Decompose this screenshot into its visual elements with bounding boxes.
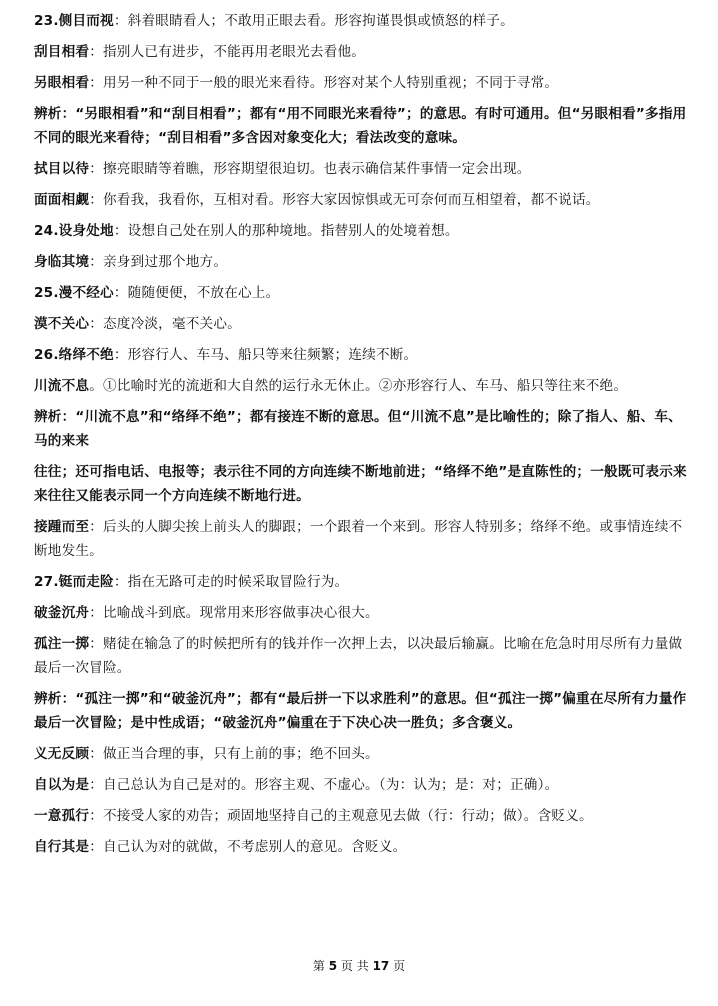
analysis-note: 往往；还可指电话、电报等；表示往不同的方向连续不断地前进；“络绎不绝”是直陈性的；一般既可表示来来往往又能表示同一个方向连续不断地行进。 (34, 464, 687, 504)
idiom-definition: ：指在无路可走的时候采取冒险行为。 (113, 574, 349, 590)
idiom-term: 漠不关心 (34, 316, 90, 332)
idiom-definition: ：自己认为对的就做，不考虑别人的意见。含贬义。 (89, 839, 407, 855)
idiom-definition: ：亲身到过那个地方。 (89, 254, 228, 270)
idiom-entry (34, 312, 688, 336)
idiom-term: 24.设身处地 (34, 223, 114, 239)
idiom-entry (34, 374, 688, 398)
idiom-entry (34, 71, 688, 95)
idiom-definition: 。①比喻时光的流逝和大自然的运行永无休止。②亦形容行人、车马、船只等往来不绝。 (89, 378, 628, 394)
idiom-term: 另眼相看 (34, 75, 90, 91)
idiom-entry (34, 188, 688, 212)
idiom-definition: ：不接受人家的劝告；顽固地坚持自己的主观意见去做（行：行动；做）。含贬义。 (89, 808, 593, 824)
idiom-term: 26.络绎不绝 (34, 347, 114, 363)
idiom-term: 接踵而至 (34, 519, 90, 535)
idiom-entry (34, 9, 688, 33)
idiom-term: 刮目相看 (34, 44, 90, 60)
idiom-definition: ：设想自己处在别人的那种境地。指替别人的处境着想。 (113, 223, 459, 239)
idiom-term: 自以为是 (34, 777, 90, 793)
idiom-term: 拭目以待 (34, 161, 90, 177)
idiom-definition: ：做正当合理的事，只有上前的事；绝不回头。 (89, 746, 379, 762)
analysis-note: 辨析：“川流不息”和“络绎不绝”；都有接连不断的意思。但“川流不息”是比喻性的；除了指人、船、车、马的来来 (34, 409, 682, 449)
footer-prefix: 第 (312, 959, 325, 973)
analysis-note: 辨析：“另眼相看”和“刮目相看”；都有“用不同眼光来看待”；的意思。有时可通用。但“另眼相看”多指用不同的眼光来看待；“刮目相看”多含因对象变化大；看法改变的意味。 (34, 106, 687, 146)
idiom-entry (34, 40, 688, 64)
idiom-term: 面面相觑 (34, 192, 90, 208)
idiom-term: 川流不息 (34, 378, 90, 394)
idiom-entry (34, 250, 688, 274)
idiom-term: 身临其境 (34, 254, 90, 270)
analysis-note: 辨析：“孤注一掷”和“破釜沉舟”；都有“最后拼一下以求胜利”的意思。但“孤注一掷”偏重在尽所有力量作最后一次冒险；是中性成语；“破釜沉舟”偏重在于下决心决一胜负；多含褒义。 (34, 691, 687, 731)
page-footer (0, 957, 718, 975)
idiom-definition: ：用另一种不同于一般的眼光来看待。形容对某个人特别重视；不同于寻常。 (89, 75, 559, 91)
idiom-definition: ：自己总认为自己是对的。形容主观、不虚心。（为：认为；是：对；正确）。 (89, 777, 559, 793)
idiom-entry (34, 219, 688, 243)
idiom-term: 义无反顾 (34, 746, 90, 762)
footer-middle: 页 共 (340, 959, 369, 973)
idiom-entry (34, 343, 688, 367)
idiom-entry (34, 515, 688, 563)
idiom-term: 一意孤行 (34, 808, 90, 824)
idiom-definition: ：斜着眼睛看人；不敢用正眼去看。形容拘谨畏惧或愤怒的样子。 (113, 13, 514, 29)
idiom-definition: ：后头的人脚尖挨上前头人的脚跟；一个跟着一个来到。形容人特别多；络绎不绝。或事情连续不断地发生。 (34, 519, 683, 559)
idiom-entry (34, 835, 688, 859)
idiom-entry (34, 632, 688, 680)
idiom-definition: ：形容行人、车马、船只等来往频繁；连续不断。 (113, 347, 418, 363)
idiom-term: 自行其是 (34, 839, 90, 855)
idiom-entry (34, 570, 688, 594)
idiom-term: 23.侧目而视 (34, 13, 114, 29)
idiom-entry (34, 804, 688, 828)
idiom-definition: ：你看我，我看你，互相对看。形容大家因惊惧或无可奈何而互相望着，都不说话。 (89, 192, 600, 208)
idiom-entry (34, 281, 688, 305)
idiom-definition: ：态度冷淡，毫不关心。 (89, 316, 241, 332)
footer-page-number: 5 (328, 959, 338, 973)
idiom-definition: ：指别人已有进步，不能再用老眼光去看他。 (89, 44, 366, 60)
idiom-entry (34, 773, 688, 797)
footer-suffix: 页 (393, 959, 406, 973)
idiom-definition: ：赌徒在输急了的时候把所有的钱并作一次押上去，以决最后输赢。比喻在危急时用尽所有力量做最后一次冒险。 (34, 636, 683, 676)
idiom-term: 25.漫不经心 (34, 285, 114, 301)
idiom-entry (34, 601, 688, 625)
idiom-term: 孤注一掷 (34, 636, 90, 652)
idiom-definition: ：随随便便，不放在心上。 (113, 285, 280, 301)
idiom-entry (34, 157, 688, 181)
idiom-term: 27.铤而走险 (34, 574, 114, 590)
idiom-definition: ：比喻战斗到底。现常用来形容做事决心很大。 (89, 605, 379, 621)
idiom-term: 破釜沉舟 (34, 605, 90, 621)
footer-total-pages: 17 (372, 959, 390, 973)
idiom-entry (34, 742, 688, 766)
idiom-definition: ：擦亮眼睛等着瞧，形容期望很迫切。也表示确信某件事情一定会出现。 (89, 161, 531, 177)
document-body (34, 9, 688, 866)
